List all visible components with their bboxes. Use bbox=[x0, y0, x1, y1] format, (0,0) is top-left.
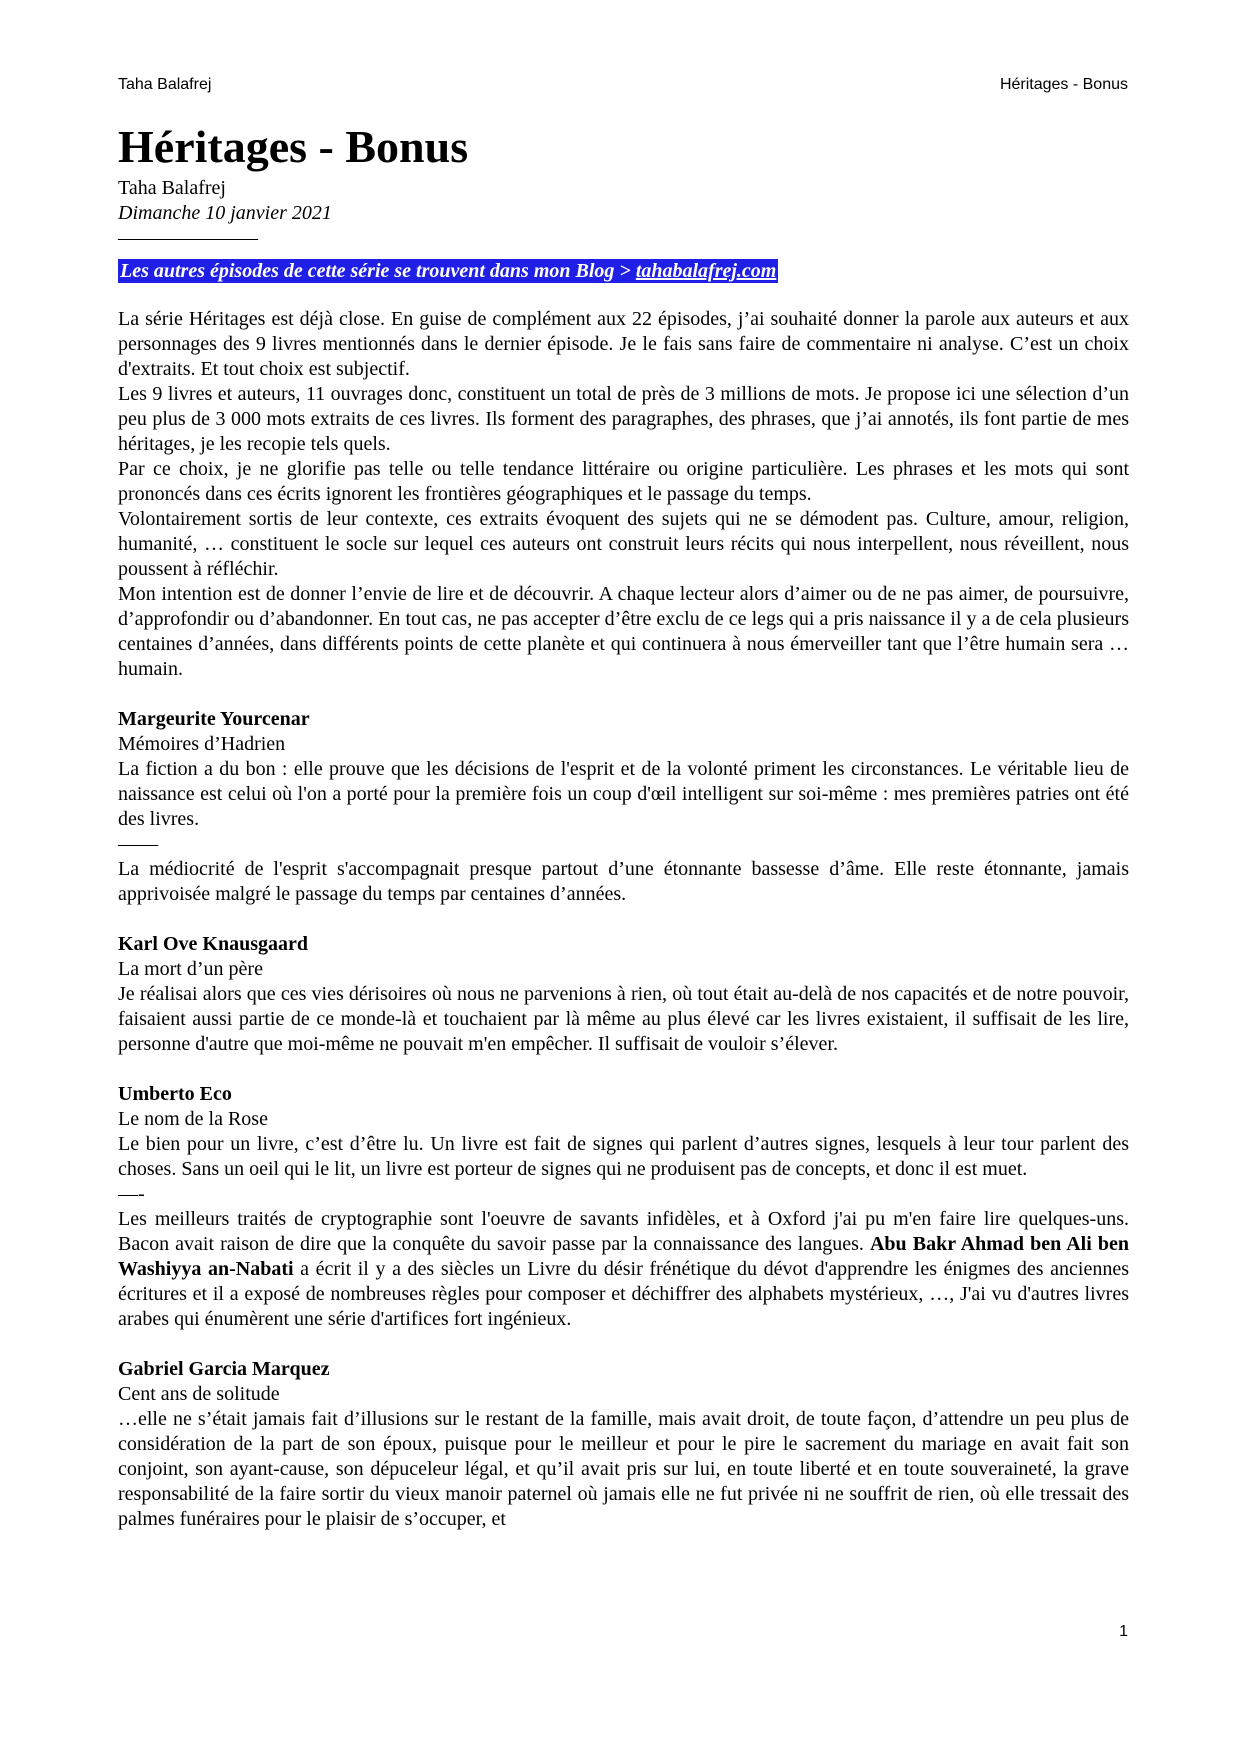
title-rule: ——————— bbox=[118, 227, 258, 249]
section-author: Karl Ove Knausgaard bbox=[118, 933, 309, 955]
running-header-left: Taha Balafrej bbox=[118, 76, 212, 93]
section-yourcenar bbox=[118, 707, 1129, 907]
excerpt-separator: —- bbox=[118, 1183, 145, 1205]
excerpt-separator: —— bbox=[118, 833, 158, 855]
intro-paragraph: La série Héritages est déjà close. En guise de complément aux 22 épisodes, j’ai souhaité donner la parole aux auteurs et aux personnages des 9 livres mentionnés dans le dernier épisode. Je le fais sans faire de commentaire ni analyse. C’est un choix d'extraits. Et tout choix est subjectif. bbox=[118, 308, 1129, 380]
excerpt-text: a écrit il y a des siècles un Livre du désir frénétique du dévot d'apprendre les énigmes des anciennes écritures et il a exposé de nombreuses règles pour composer et déchiffrer des alphabets mystérieux, …, J'ai vu d'autres livres arabes qui énumèrent une série d'artifices fort ingénieux. bbox=[118, 1258, 1129, 1330]
intro-paragraph: Mon intention est de donner l’envie de lire et de découvrir. A chaque lecteur alors d’aimer ou de ne pas aimer, de poursuivre, d’approfondir ou d’abandonner. En tout cas, ne pas accepter d’être exclu de ce legs qui a pris naissance il y a de cela plusieurs centaines d’années, dans différents points de cette planète et qui continuera à nous émerveiller tant que l’être humain sera … humain. bbox=[118, 583, 1129, 680]
document-body bbox=[118, 118, 1129, 1532]
running-header-right: Héritages - Bonus bbox=[999, 76, 1128, 93]
highlighted-author-name: Abu Bakr Ahmad ben Ali ben Washiyya an-Nabati bbox=[118, 1233, 1129, 1280]
intro-paragraph: Par ce choix, je ne glorifie pas telle ou telle tendance littéraire ou origine particulière. Les phrases et les mots qui sont prononcés dans ces écrits ignorent les frontières géographiques et le passage du temps. bbox=[118, 458, 1129, 505]
section-author: Umberto Eco bbox=[118, 1083, 232, 1105]
excerpt-paragraph: …elle ne s’était jamais fait d’illusions sur le restant de la famille, mais avait droit, de toute façon, d’attendre un peu plus de considération de la part de son époux, puisque pour le meilleur et pour le pire le sacrement du mariage en avait fait son conjoint, son ayant-cause, son dépuceleur légal, et qu’il avait pris sur lui, en toute liberté et en toute souveraineté, la grave responsabilité de la faire sortir du vieux manoir paternel où jamais elle ne fut privée ni ne souffrit de rien, où elle tressait des palmes funéraires pour le plaisir de s’occuper, et bbox=[118, 1408, 1129, 1530]
section-book-title: Cent ans de solitude bbox=[118, 1383, 280, 1405]
banner-highlight bbox=[118, 259, 778, 283]
page-number: 1 bbox=[1119, 1623, 1128, 1640]
document-date: Dimanche 10 janvier 2021 bbox=[118, 202, 332, 224]
section-author: Margeurite Yourcenar bbox=[118, 708, 310, 730]
section-author: Gabriel Garcia Marquez bbox=[118, 1358, 330, 1380]
section-book-title: Le nom de la Rose bbox=[118, 1108, 268, 1130]
intro-paragraph: Volontairement sortis de leur contexte, ces extraits évoquent des sujets qui ne se démodent pas. Culture, amour, religion, humanité, … constituent le socle sur lequel ces auteurs ont construit leurs récits qui nous interpellent, nous réveillent, nous poussent à réfléchir. bbox=[118, 508, 1129, 580]
section-book-title: Mémoires d’Hadrien bbox=[118, 733, 286, 755]
section-book-title: La mort d’un père bbox=[118, 958, 263, 980]
intro-section bbox=[118, 307, 1129, 682]
section-marquez bbox=[118, 1357, 1129, 1532]
banner-text: Les autres épisodes de cette série se trouvent dans mon Blog > bbox=[120, 260, 636, 282]
blog-banner bbox=[118, 259, 1129, 285]
excerpt-paragraph bbox=[118, 1207, 1129, 1332]
blog-link[interactable]: tahabalafrej.com bbox=[635, 260, 777, 282]
excerpt-paragraph: La médiocrité de l'esprit s'accompagnait presque partout d’une étonnante bassesse d’âme. Elle reste étonnante, jamais apprivoisée malgré le passage du temps par centaines d’années. bbox=[118, 858, 1129, 905]
section-eco bbox=[118, 1082, 1129, 1332]
document-author: Taha Balafrej bbox=[118, 177, 226, 199]
section-knausgaard bbox=[118, 932, 1129, 1057]
excerpt-text: Les meilleurs traités de cryptographie sont l'oeuvre de savants infidèles, et à Oxford j'ai pu m'en faire lire quelques-uns. Bacon avait raison de dire que la conquête du savoir passe par la connaissance des langues. bbox=[118, 1208, 1129, 1255]
document-title: Héritages - Bonus bbox=[118, 121, 469, 172]
excerpt-paragraph: La fiction a du bon : elle prouve que les décisions de l'esprit et de la volonté priment les circonstances. Le véritable lieu de naissance est celui où l'on a porté pour la première fois un coup d'œil intelligent sur soi-même : mes premières patries ont été des livres. bbox=[118, 758, 1129, 830]
intro-paragraph: Les 9 livres et auteurs, 11 ouvrages donc, constituent un total de près de 3 millions de mots. Je propose ici une sélection d’un peu plus de 3 000 mots extraits de ces livres. Ils forment des paragraphes, des phrases, que j’ai annotés, ils font partie de mes héritages, je les recopie tels quels. bbox=[118, 383, 1129, 455]
excerpt-paragraph: Je réalisai alors que ces vies dérisoires où nous ne parvenions à rien, où tout était au-delà de nos capacités et de notre pouvoir, faisaient aussi partie de ce monde-là et touchaient par là même au plus élevé car les livres existaient, il suffisait de les lire, personne d'autre que moi-même ne pouvait m'en empêcher. Il suffisait de vouloir s’élever. bbox=[118, 983, 1129, 1055]
excerpt-paragraph: Le bien pour un livre, c’est d’être lu. Un livre est fait de signes qui parlent d’autres signes, lesquels à leur tour parlent des choses. Sans un oeil qui le lit, un livre est porteur de signes qui ne produisent pas de concepts, et donc il est muet. bbox=[118, 1133, 1129, 1180]
